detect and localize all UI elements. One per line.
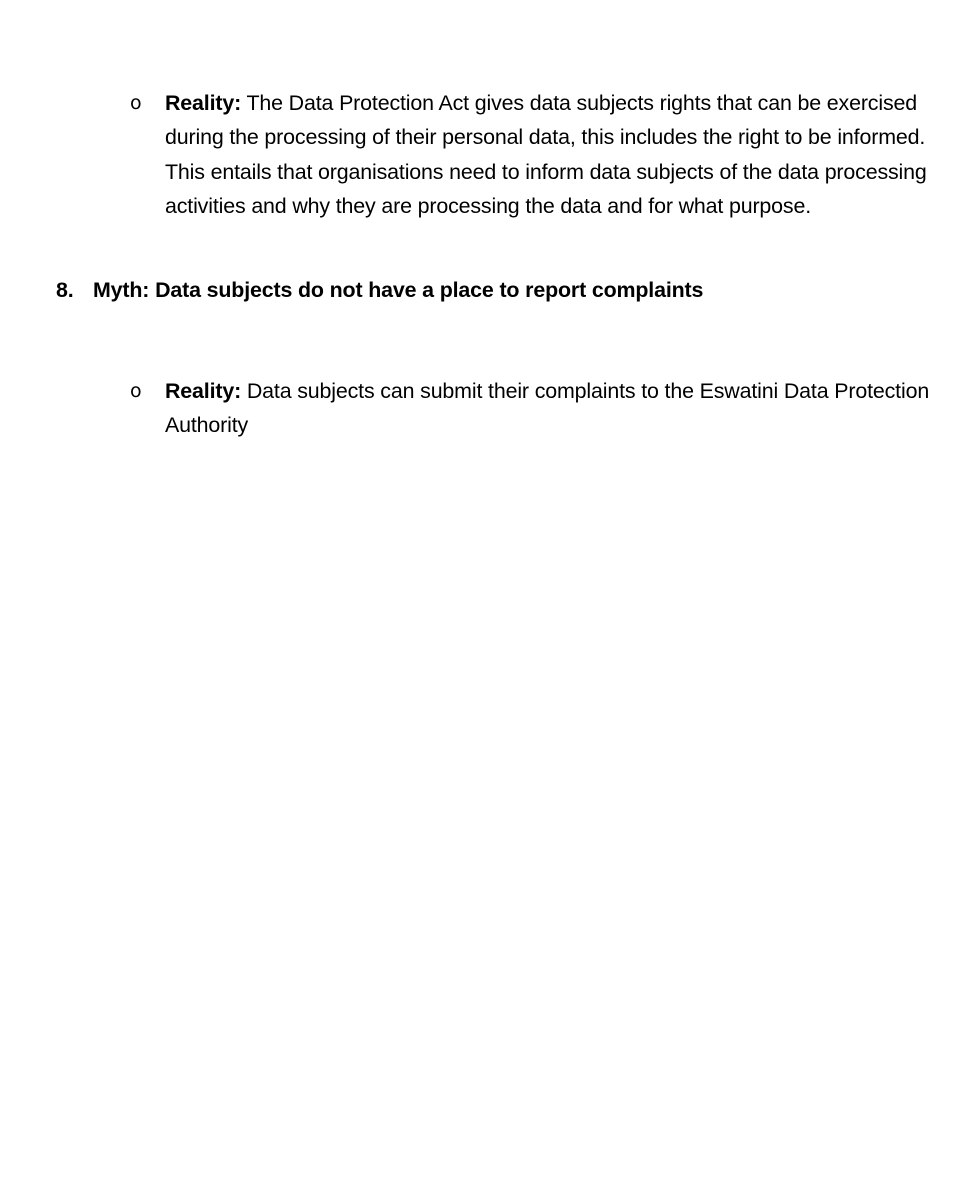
reality-item-complaints [130,374,930,443]
reality-text: The Data Protection Act gives data subjects rights that can be exercised during the processing of their personal data, this includes the right to be informed. This entails that organisations need to inform data subjects of the data processing activities and why they are processing the data and for what purpose. [165,91,927,218]
reality-paragraph [165,374,930,443]
reality-label: Reality: [165,91,242,115]
hollow-circle-bullet-icon: o [130,380,142,402]
list-number: 8. [56,278,74,302]
myth-heading-8 [56,275,916,305]
hollow-circle-bullet-icon: o [130,92,142,114]
reality-text: Data subjects can submit their complaints to the Eswatini Data Protection Authority [165,379,930,438]
reality-label: Reality: [165,379,242,403]
reality-item-right-to-be-informed [130,86,930,223]
reality-paragraph [165,86,930,223]
myth-heading-text: Myth: Data subjects do not have a place to report complaints [93,278,704,302]
